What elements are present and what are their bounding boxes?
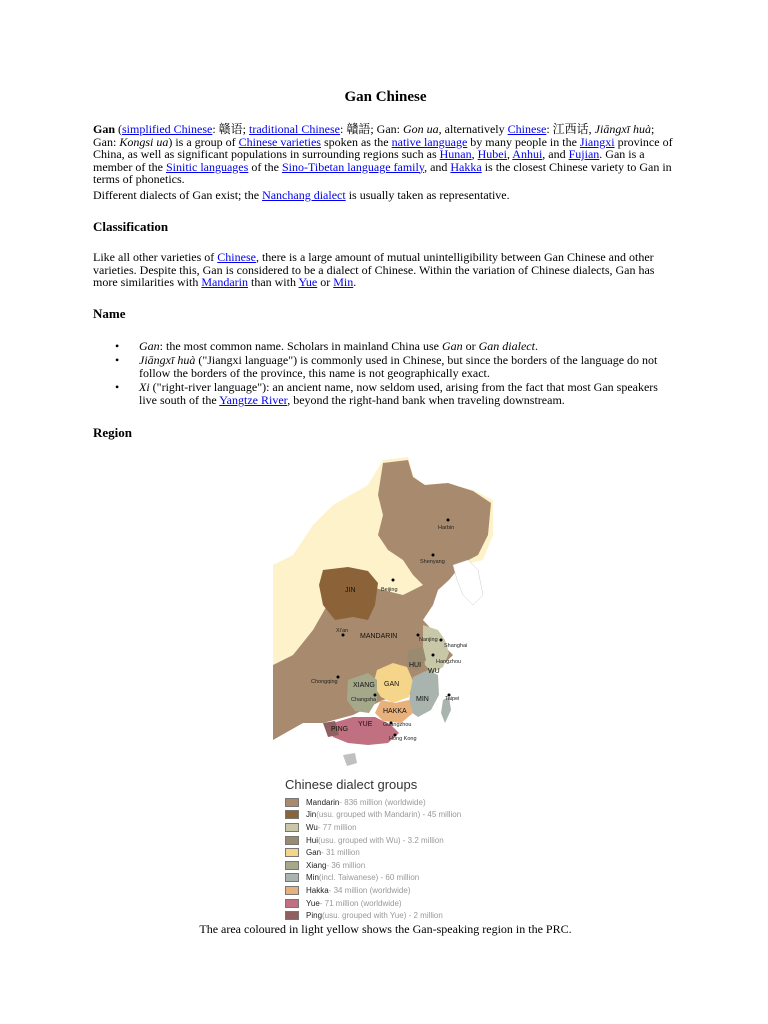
dialects-paragraph: Different dialects of Gan exist; the Nanchang dialect is usually taken as representative. <box>93 188 510 202</box>
heading-classification: Classification <box>93 219 169 234</box>
link-anhui[interactable]: Anhui <box>512 147 543 161</box>
legend-name: Wu <box>306 822 318 832</box>
legend-name: Xiang <box>306 860 327 870</box>
link-sinitic-languages[interactable]: Sinitic languages <box>165 159 249 174</box>
link-chinese[interactable]: Chinese <box>507 122 547 136</box>
legend-detail: (incl. Taiwanese) - 60 million <box>318 873 420 883</box>
legend-name: Jin <box>306 810 317 820</box>
legend-swatch <box>285 848 299 857</box>
legend-name: Min <box>306 873 319 883</box>
bullet-icon: • <box>115 353 120 367</box>
term-gan: Gan <box>93 122 116 136</box>
map-legend <box>285 777 545 922</box>
label-chongqing: Chongqing <box>311 679 338 685</box>
legend-swatch <box>285 823 299 832</box>
dialect-map <box>273 455 503 775</box>
bullet-icon: • <box>115 339 120 353</box>
label-shanghai: Shanghai <box>444 643 468 649</box>
heading-name: Name <box>93 306 126 321</box>
link-native-language[interactable]: native language <box>391 134 468 149</box>
link-mandarin[interactable]: Mandarin <box>201 275 248 289</box>
legend-detail: - 836 million (worldwide) <box>339 797 426 807</box>
link-hunan[interactable]: Hunan <box>439 147 472 161</box>
legend-detail: - 36 million <box>326 860 366 870</box>
page-title: Gan Chinese <box>344 89 427 105</box>
region-korea <box>453 560 483 605</box>
heading-region: Region <box>93 425 132 440</box>
label-jin: JIN <box>345 587 356 594</box>
label-hakka: HAKKA <box>383 708 407 715</box>
label-hangzhou: Hangzhou <box>436 659 462 665</box>
list-item: • Gan: the most common name. Scholars in mainland China use Gan or Gan dialect. <box>115 339 538 353</box>
label-mandarin: MANDARIN <box>360 633 398 640</box>
legend-swatch <box>285 861 299 870</box>
legend-item <box>285 897 545 910</box>
link-hakka[interactable]: Hakka <box>450 159 482 174</box>
link-jiangxi[interactable]: Jiangxi <box>579 134 615 149</box>
legend-detail: (usu. grouped with Mandarin) - 45 million <box>316 810 462 820</box>
label-xian: Xi'an <box>336 628 349 634</box>
label-beijing: Beijing <box>381 587 398 593</box>
legend-name: Yue <box>306 898 320 908</box>
legend-swatch <box>285 836 299 845</box>
legend-detail: - 34 million (worldwide) <box>328 885 411 895</box>
link-min[interactable]: Min <box>333 275 354 289</box>
figure-caption: The area coloured in light yellow shows the Gan-speaking region in the PRC. <box>199 922 572 936</box>
label-ping: PING <box>331 726 349 733</box>
legend-item <box>285 884 545 897</box>
legend-detail: (usu. grouped with Wu) - 3.2 million <box>318 835 444 845</box>
label-taipei: Taipei <box>445 696 460 702</box>
label-hui: HUI <box>409 662 422 669</box>
legend-item <box>285 796 545 809</box>
link-chinese-varieties[interactable]: Chinese varieties <box>238 134 321 149</box>
label-xiang: XIANG <box>353 682 375 689</box>
legend-name: Gan <box>306 848 322 858</box>
list-item: • Xi ("right-river language"): an ancient name, now seldom used, arising from the fact that most Gan speakers live south of the Yangtze River, beyond the right-hand bank when traveling downstream. <box>115 380 658 407</box>
list-item: • Jiāngxī huà ("Jiangxi language") is commonly used in Chinese, but since the borders of the language do not follow the borders of the province, this name is not geographically exact. <box>115 353 658 380</box>
legend-item <box>285 809 545 822</box>
legend-swatch <box>285 886 299 895</box>
legend-detail: - 71 million (worldwide) <box>319 898 402 908</box>
label-gan: GAN <box>384 681 400 688</box>
legend-name: Hakka <box>306 885 329 895</box>
link-traditional-chinese[interactable]: traditional Chinese <box>249 122 340 136</box>
legend-swatch <box>285 911 299 920</box>
legend-item <box>285 859 545 872</box>
legend-swatch <box>285 810 299 819</box>
bullet-icon: • <box>115 380 120 394</box>
label-wu: WU <box>428 668 440 675</box>
legend-swatch <box>285 873 299 882</box>
link-sino-tibetan[interactable]: Sino-Tibetan language family <box>281 159 425 174</box>
legend-title: Chinese dialect groups <box>285 777 418 792</box>
name-list <box>93 340 678 408</box>
link-fujian[interactable]: Fujian <box>568 147 600 161</box>
legend-name: Mandarin <box>306 797 340 807</box>
label-hongkong: Hong Kong <box>389 736 417 742</box>
label-guangzhou: Guangzhou <box>383 722 412 728</box>
legend-detail: - 31 million <box>321 848 360 858</box>
region-wu <box>423 625 449 673</box>
legend-item <box>285 909 545 922</box>
label-yue: YUE <box>358 721 373 728</box>
legend-item <box>285 834 545 847</box>
legend-detail: (usu. grouped with Yue) - 2 million <box>322 911 443 921</box>
legend-item <box>285 872 545 885</box>
legend-item <box>285 846 545 859</box>
legend-detail: - 77 million <box>317 822 357 832</box>
link-chinese-2[interactable]: Chinese <box>217 250 256 264</box>
classification-paragraph: Like all other varieties of Chinese, there is a large amount of mutual unintelligibility between Gan Chinese and other varieties. Despite this, Gan is considered to be a dialect of Chinese. Within the variation of Chinese dialects, Gan has more similarities with Mandarin than with Yue or Min. <box>93 250 655 289</box>
legend-swatch <box>285 798 299 807</box>
link-hubei[interactable]: Hubei <box>477 147 507 161</box>
legend-swatch <box>285 899 299 908</box>
region-hainan <box>343 753 357 766</box>
label-harbin: Harbin <box>438 525 455 531</box>
legend-name: Ping <box>306 911 323 921</box>
link-yangtze-river[interactable]: Yangtze River <box>219 393 288 407</box>
label-shenyang: Shenyang <box>420 559 445 565</box>
legend-item <box>285 821 545 834</box>
label-changsha: Changsha <box>351 697 377 703</box>
intro-paragraph: Gan (simplified Chinese: 赣语; traditional Chinese: 贛語; Gan: Gon ua, alternatively Chinese: 江西话, Jiāngxī huà; Gan: Kongsi ua) is a group of Chinese varieties spoken as the native language by many people in the Jiangxi province of China, as well as significant populations in surrounding regions such as Hunan, Hubei, Anhui, and Fujian. Gan is a member of the Sinitic languages of the Sino-Tibetan language family, and Hakka is the closest Chinese variety to Gan in terms of phonetics. <box>93 122 673 186</box>
link-nanchang-dialect[interactable]: Nanchang dialect <box>262 188 346 202</box>
label-min: MIN <box>416 696 429 703</box>
link-yue[interactable]: Yue <box>298 275 318 289</box>
legend-name: Hui <box>306 835 319 845</box>
label-nanjing: Nanjing <box>419 637 438 643</box>
link-simplified-chinese[interactable]: simplified Chinese <box>122 122 213 136</box>
